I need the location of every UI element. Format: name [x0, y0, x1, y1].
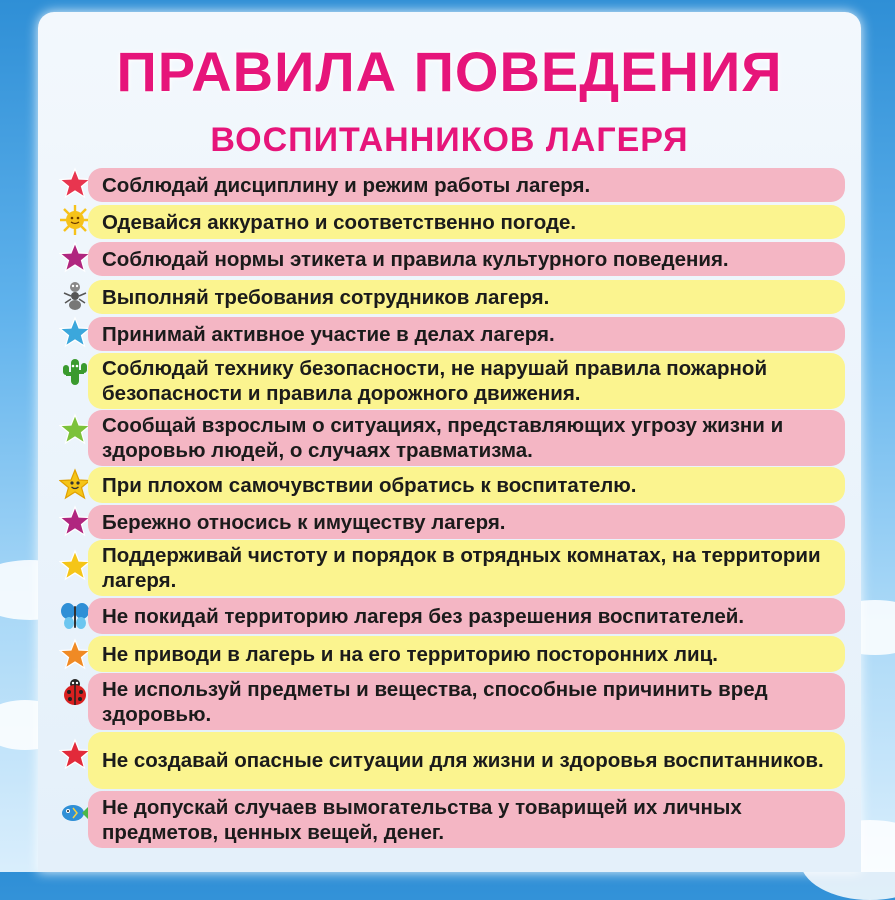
rule-item — [88, 242, 845, 276]
star-icon — [58, 737, 92, 771]
star-icon — [58, 637, 92, 671]
rule-item — [88, 673, 845, 730]
rule-item — [88, 410, 845, 466]
rule-text: Не покидай территорию лагеря без разрешения воспитателей. — [102, 604, 745, 628]
page-title: ПРАВИЛА ПОВЕДЕНИЯ — [116, 40, 783, 103]
butterfly-icon — [58, 599, 92, 633]
rule-text: Соблюдай нормы этикета и правила культурного поведения. — [102, 247, 729, 271]
star-icon — [58, 166, 92, 200]
page-subtitle: ВОСПИТАННИКОВ ЛАГЕРЯ — [210, 121, 689, 159]
star-icon — [58, 412, 92, 446]
rule-item — [88, 317, 845, 351]
rule-text: Поддерживай чистоту и порядок в отрядных комнатах, на территории лагеря. — [102, 544, 821, 592]
rule-item — [88, 598, 845, 634]
rule-text: При плохом самочувствии обратись к воспитателю. — [102, 473, 637, 497]
star-face-icon — [58, 467, 92, 501]
rule-text: Принимай активное участие в делах лагеря. — [102, 322, 555, 346]
rule-item — [88, 353, 845, 409]
sun-icon — [58, 203, 92, 237]
rule-item — [88, 732, 845, 789]
rule-text: Выполняй требования сотрудников лагеря. — [102, 285, 550, 309]
rule-text: Сообщай взрослым о ситуациях, представляющих угрозу жизни и здоровью людей, о случаях травматизма. — [102, 414, 784, 462]
rule-text: Бережно относись к имуществу лагеря. — [102, 510, 506, 534]
star-icon — [58, 240, 92, 274]
star-icon — [58, 504, 92, 538]
rule-item — [88, 636, 845, 672]
rule-item — [88, 205, 845, 239]
rule-text: Одевайся аккуратно и соответственно погоде. — [102, 210, 577, 234]
rule-item — [88, 505, 845, 539]
ant-icon — [58, 278, 92, 312]
fish-icon — [58, 796, 92, 830]
rule-item — [88, 467, 845, 503]
rule-item — [88, 540, 845, 596]
rule-text: Не приводи в лагерь и на его территорию посторонних лиц. — [102, 642, 718, 666]
rule-text: Не используй предметы и вещества, способные причинить вред здоровью. — [102, 677, 768, 726]
rule-item — [88, 168, 845, 202]
ladybug-icon — [58, 675, 92, 709]
cactus-icon — [58, 354, 92, 388]
rule-text: Соблюдай технику безопасности, не нарушай правила пожарной безопасности и правила дорожного движения. — [102, 357, 768, 405]
rule-text: Не создавай опасные ситуации для жизни и здоровья воспитанников. — [102, 749, 824, 772]
rule-item — [88, 280, 845, 314]
rule-text: Не допускай случаев вымогательства у товарищей их личных предметов, ценных вещей, денег. — [102, 795, 742, 844]
star-icon — [58, 315, 92, 349]
star-icon — [58, 548, 92, 582]
rule-text: Соблюдай дисциплину и режим работы лагеря. — [102, 173, 591, 197]
rule-item — [88, 791, 845, 848]
